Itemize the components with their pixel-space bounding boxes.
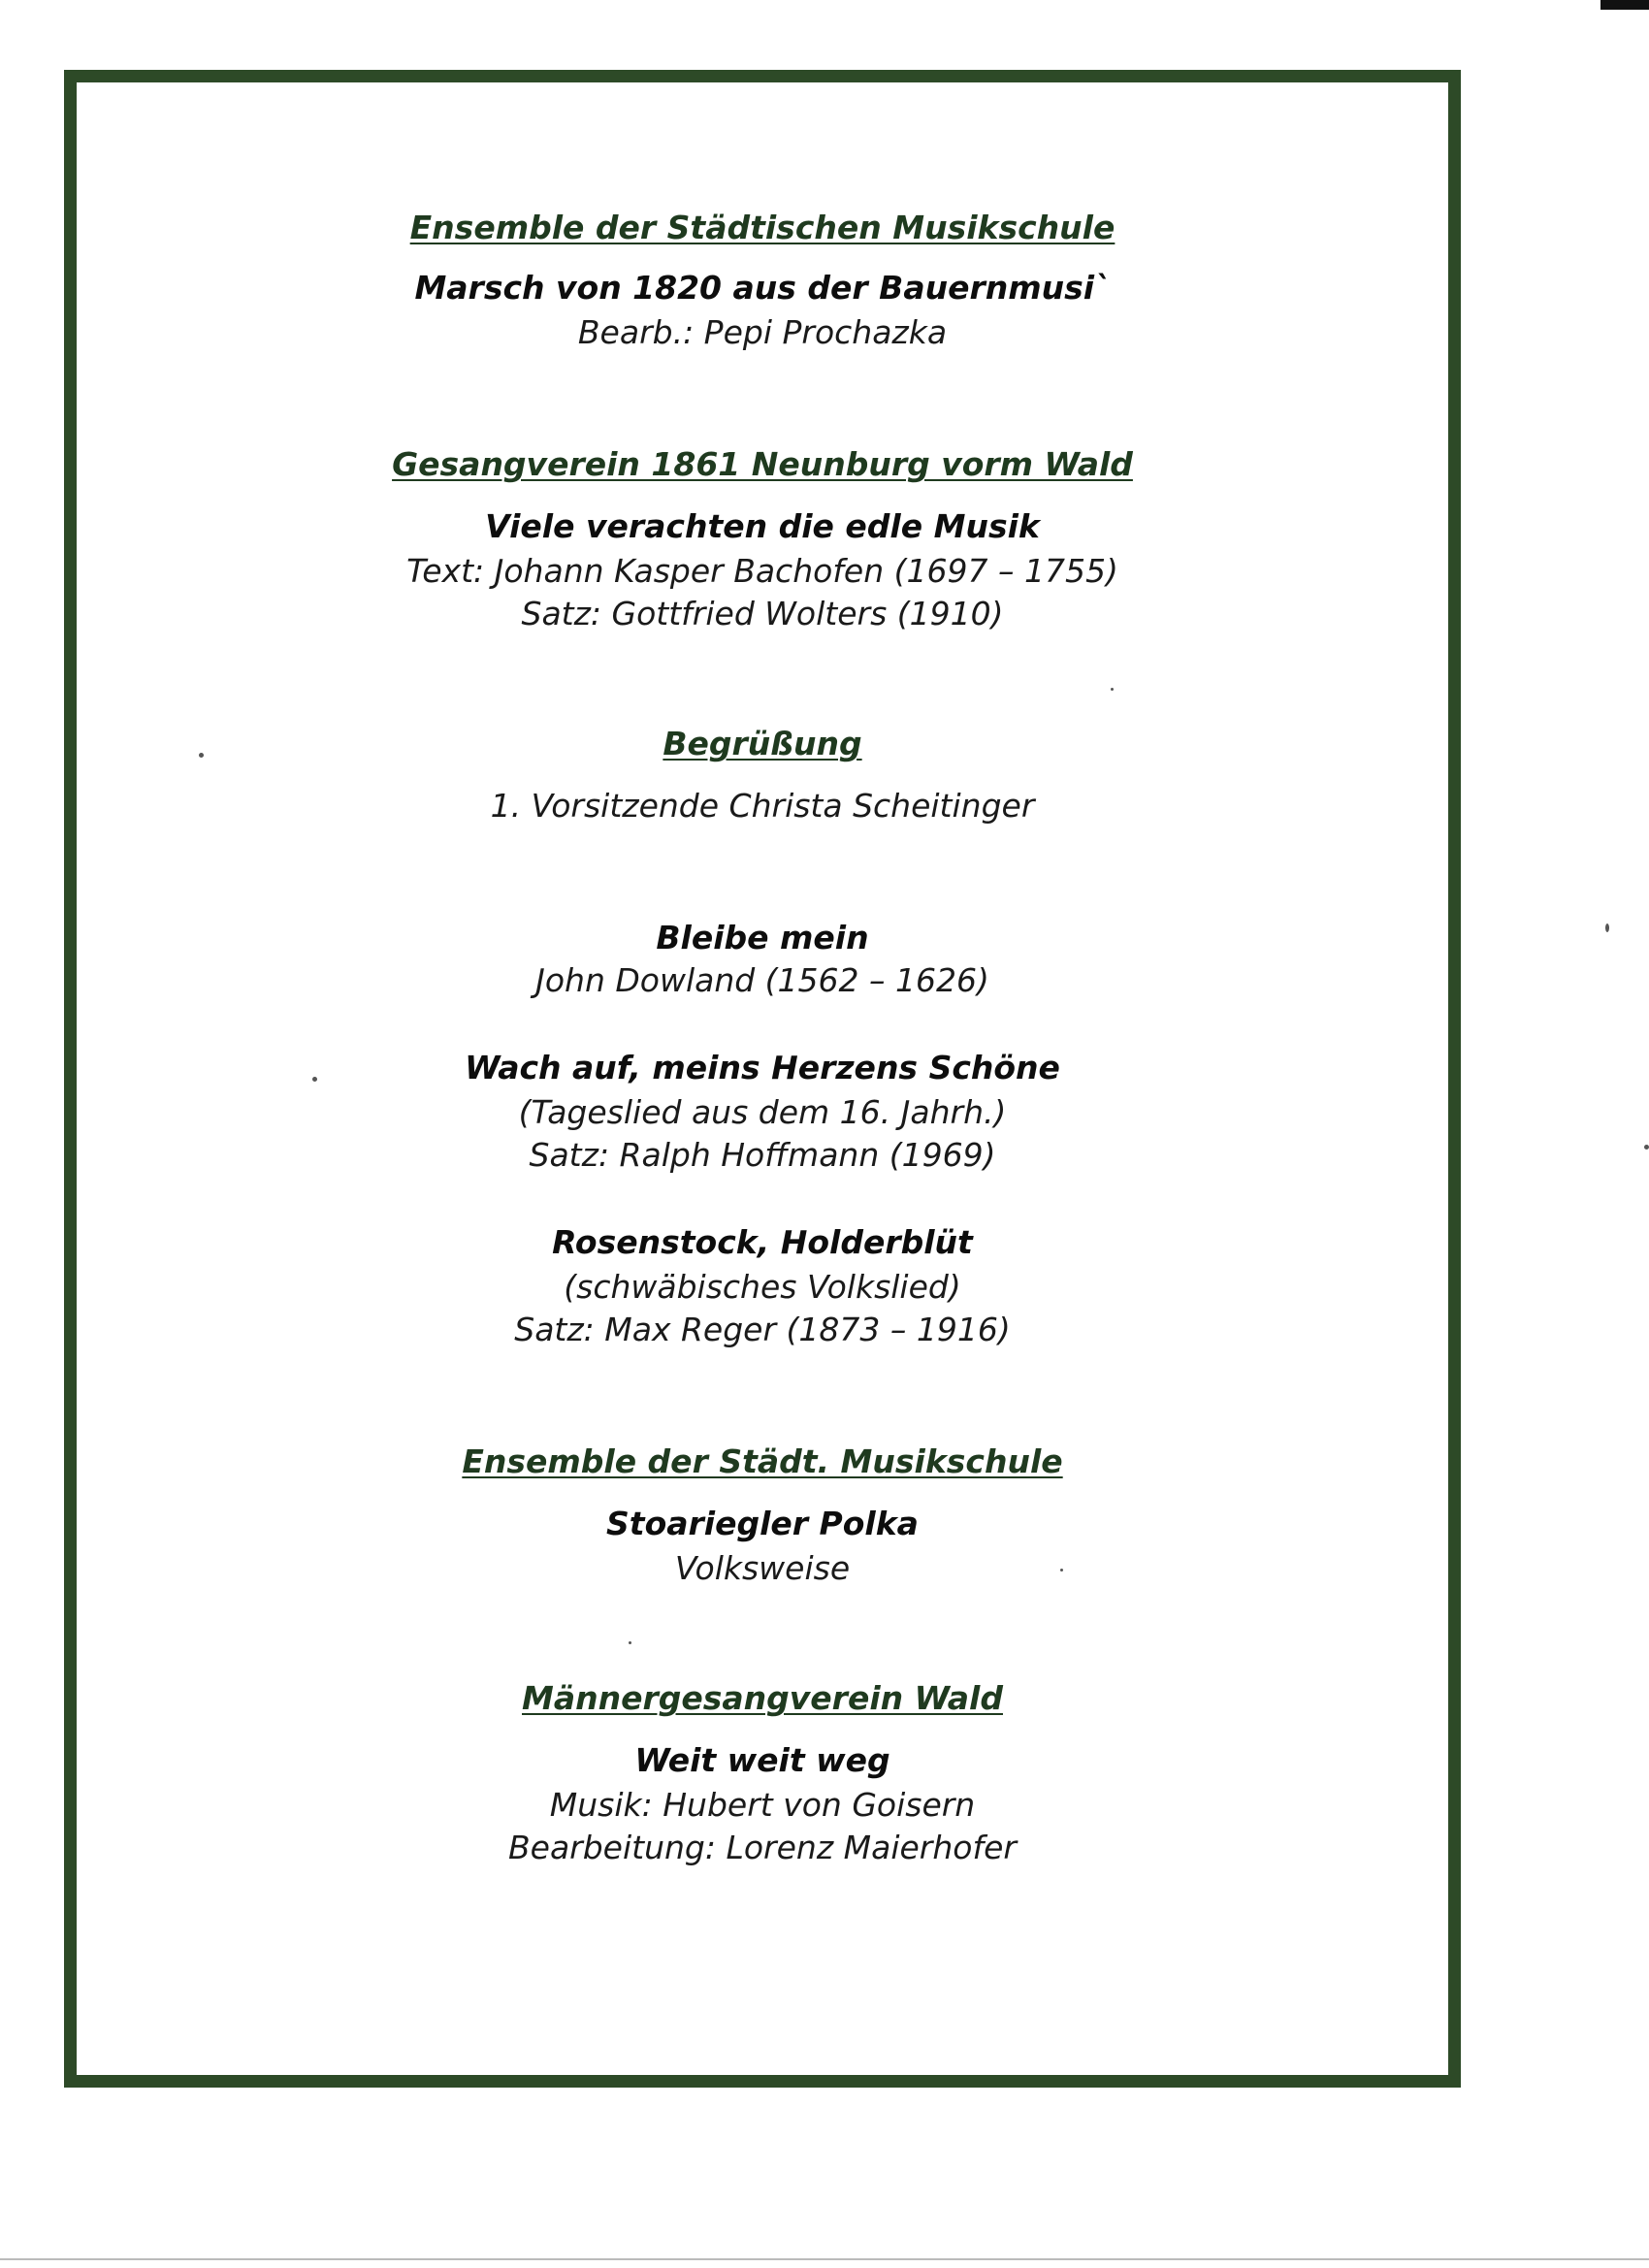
section-heading: Männergesangverein Wald <box>522 1679 1003 1717</box>
piece-title: Weit weit weg <box>634 1741 890 1779</box>
program-frame <box>64 70 1461 2088</box>
speaker-line: 1. Vorsitzende Christa Scheitinger <box>490 787 1035 825</box>
section-heading: Ensemble der Städt. Musikschule <box>462 1442 1063 1480</box>
piece-title: Bleibe mein <box>656 919 869 956</box>
scan-speck <box>1111 688 1114 691</box>
piece-detail: (schwäbisches Volkslied) <box>564 1268 961 1306</box>
piece-detail: Satz: Gottfried Wolters (1910) <box>521 595 1004 632</box>
piece-title: Rosenstock, Holderblüt <box>552 1223 973 1261</box>
piece-title: Stoariegler Polka <box>606 1505 919 1542</box>
piece-detail: Text: Johann Kasper Bachofen (1697 – 1755) <box>406 552 1118 590</box>
piece-title: Viele verachten die edle Musik <box>485 507 1040 545</box>
section-heading: Begrüßung <box>663 725 862 762</box>
scan-speck <box>1644 1145 1649 1150</box>
piece-detail: John Dowland (1562 – 1626) <box>535 961 989 999</box>
piece-detail: Volksweise <box>674 1549 851 1587</box>
piece-detail: (Tageslied aus dem 16. Jahrh.) <box>518 1093 1007 1131</box>
scan-speck <box>1605 923 1609 932</box>
scan-edge-line <box>0 2258 1649 2260</box>
section-heading: Gesangverein 1861 Neunburg vorm Wald <box>392 445 1133 483</box>
scan-speck <box>199 753 204 758</box>
piece-detail: Satz: Ralph Hoffmann (1969) <box>529 1136 996 1174</box>
section-heading: Ensemble der Städtischen Musikschule <box>409 209 1116 246</box>
scan-speck <box>1060 1569 1063 1571</box>
piece-title: Marsch von 1820 aus der Bauernmusi` <box>414 269 1111 307</box>
program-content <box>77 82 1448 2075</box>
scan-speck <box>629 1641 631 1644</box>
piece-detail: Musik: Hubert von Goisern <box>549 1786 976 1824</box>
piece-detail: Satz: Max Reger (1873 – 1916) <box>514 1311 1011 1348</box>
scan-corner-mark <box>1600 0 1649 10</box>
scan-speck <box>312 1077 317 1082</box>
piece-detail: Bearbeitung: Lorenz Maierhofer <box>508 1829 1017 1866</box>
piece-detail: Bearb.: Pepi Prochazka <box>577 313 948 351</box>
piece-title: Wach auf, meins Herzens Schöne <box>465 1049 1060 1086</box>
